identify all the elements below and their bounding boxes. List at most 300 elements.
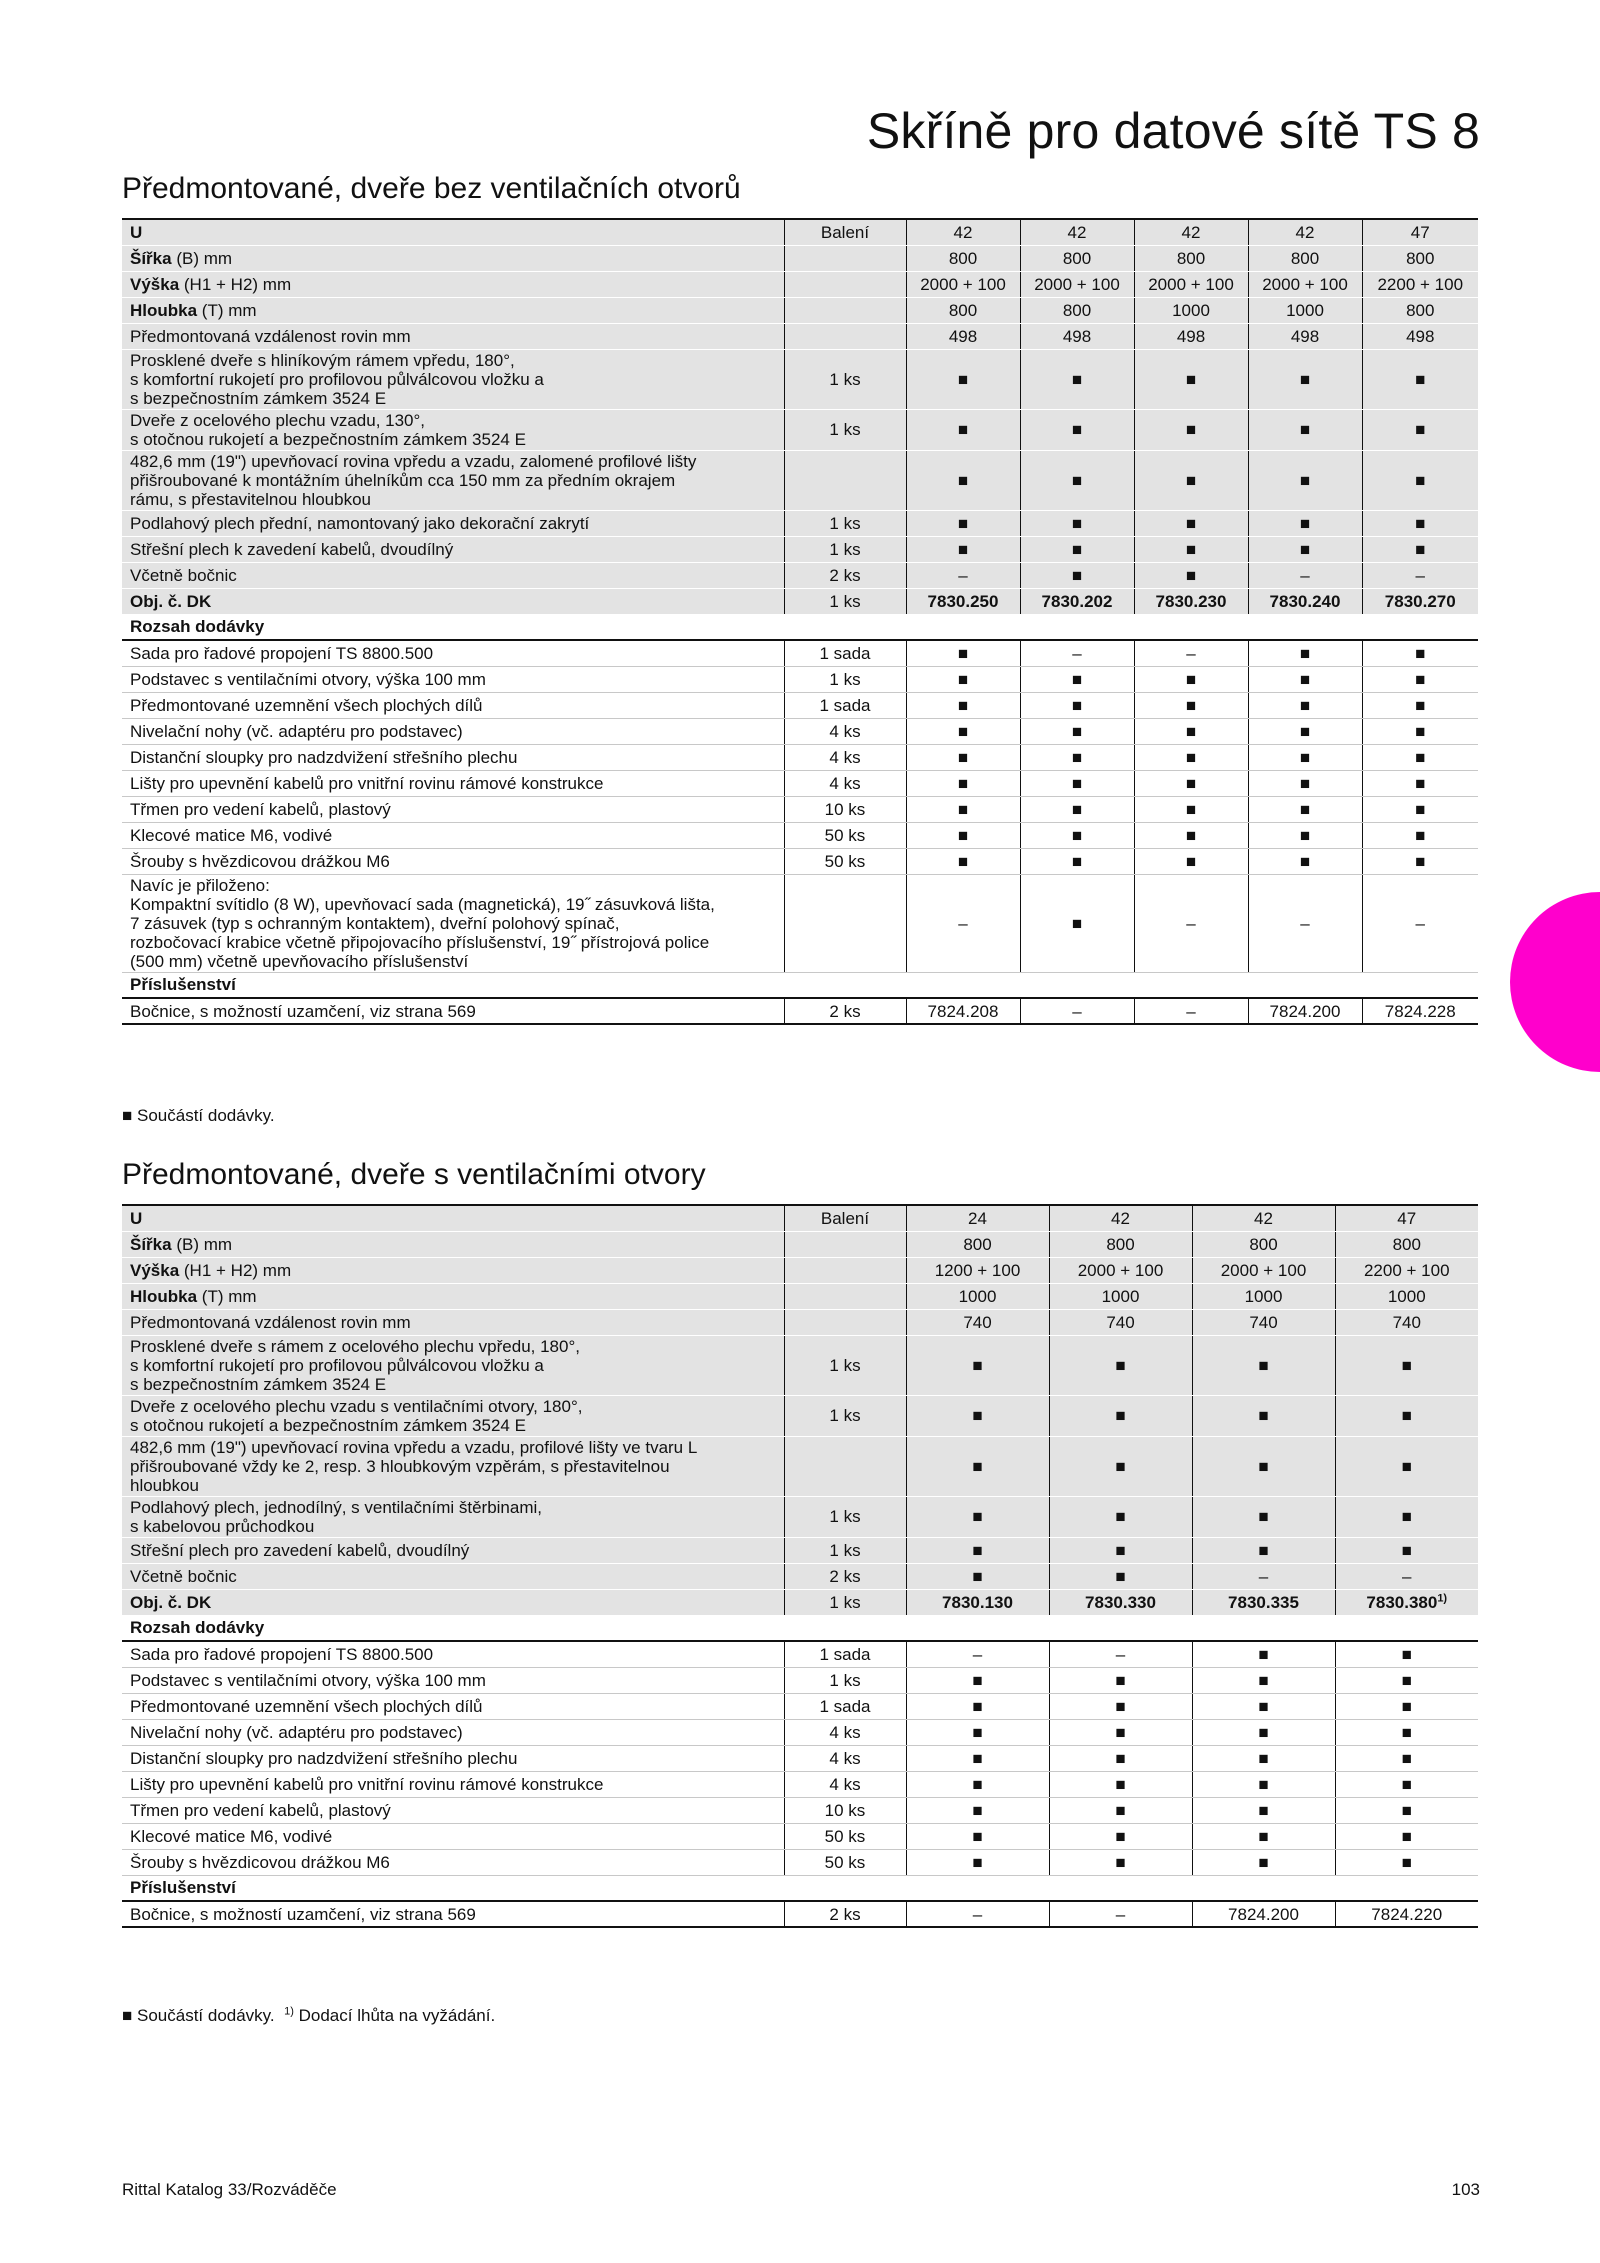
item-label: Distanční sloupky pro nadzdvižení střešního plechu	[122, 1745, 784, 1771]
spec-label: Podlahový plech přední, namontovaný jako dekorační zakrytí	[122, 510, 784, 536]
item-value: ■	[1335, 1693, 1478, 1719]
spec-row	[122, 1395, 1478, 1436]
item-value: ■	[1248, 822, 1362, 848]
spec-label	[122, 1589, 784, 1615]
item-pack: 1 sada	[784, 1641, 906, 1667]
item-value: –	[1049, 1641, 1192, 1667]
spec-value: ■	[906, 1563, 1049, 1589]
item-value: ■	[1020, 822, 1134, 848]
item-value: ■	[1020, 692, 1134, 718]
item-value: ■	[1134, 822, 1248, 848]
item-pack: 1 sada	[784, 692, 906, 718]
item-value: ■	[906, 718, 1020, 744]
item-value: ■	[1049, 1849, 1192, 1875]
spec-value: ■	[1362, 536, 1478, 562]
spec-value: 800	[906, 245, 1020, 271]
scope-row	[122, 796, 1478, 822]
scope-row	[122, 640, 1478, 666]
spec-label: 482,6 mm (19ʺ) upevňovací rovina vpředu a vzadu, zalomené profilové lišty přišroubované k montážním úhelníkům cca 150 mm za předním okrajem rámu, s přestavitelnou hloubkou	[122, 450, 784, 510]
item-value: ■	[1248, 796, 1362, 822]
header-label: U	[122, 1205, 784, 1231]
scope-row	[122, 1745, 1478, 1771]
item-value: ■	[906, 848, 1020, 874]
spec-value: 498	[906, 323, 1020, 349]
spec-value: 2000 + 100	[1192, 1257, 1335, 1283]
item-value: ■	[1134, 744, 1248, 770]
spec-pack	[784, 450, 906, 510]
spec-row	[122, 1589, 1478, 1615]
spec-value: ■	[906, 409, 1020, 450]
spec-value: 7830.335	[1192, 1589, 1335, 1615]
item-value: ■	[1362, 640, 1478, 666]
item-label: Sada pro řadové propojení TS 8800.500	[122, 640, 784, 666]
item-value: –	[1362, 874, 1478, 972]
item-value: ■	[906, 1797, 1049, 1823]
spec-row	[122, 1537, 1478, 1563]
spec-value: ■	[1192, 1537, 1335, 1563]
item-pack: 50 ks	[784, 822, 906, 848]
spec-value: ■	[1134, 562, 1248, 588]
item-value: 7824.200	[1192, 1901, 1335, 1927]
scope-row	[122, 1641, 1478, 1667]
item-value: –	[1020, 640, 1134, 666]
scope-row	[122, 666, 1478, 692]
item-value: ■	[906, 770, 1020, 796]
spec-row	[122, 1563, 1478, 1589]
scope-row	[122, 718, 1478, 744]
item-label: Lišty pro upevnění kabelů pro vnitřní rovinu rámové konstrukce	[122, 1771, 784, 1797]
item-value: ■	[906, 1719, 1049, 1745]
spec-label-bold: Výška	[130, 1260, 180, 1280]
table-header-row	[122, 219, 1478, 245]
spec-value: ■	[906, 1335, 1049, 1395]
spec-value: 498	[1248, 323, 1362, 349]
item-pack: 1 ks	[784, 1667, 906, 1693]
spec-value: ■	[1192, 1436, 1335, 1496]
spec-pack	[784, 1283, 906, 1309]
scope-row	[122, 770, 1478, 796]
spec-value: ■	[1020, 562, 1134, 588]
spec-value: 1000	[1192, 1283, 1335, 1309]
item-value: –	[906, 1641, 1049, 1667]
spec-row	[122, 245, 1478, 271]
item-value: ■	[906, 1745, 1049, 1771]
spec-value: 740	[1335, 1309, 1478, 1335]
spec-pack: 1 ks	[784, 1335, 906, 1395]
scope-row	[122, 1771, 1478, 1797]
item-value: –	[1134, 998, 1248, 1024]
spec-value: ■	[1192, 1395, 1335, 1436]
spec-pack: 1 ks	[784, 409, 906, 450]
item-value: ■	[1049, 1667, 1192, 1693]
item-pack: 10 ks	[784, 796, 906, 822]
spec-value: ■	[1020, 510, 1134, 536]
item-value: ■	[1192, 1667, 1335, 1693]
spec-value: ■	[1134, 450, 1248, 510]
item-pack: 1 sada	[784, 640, 906, 666]
spec-label: Šířka (B) mm	[122, 245, 784, 271]
spec-value: ■	[906, 1537, 1049, 1563]
spec-row	[122, 1309, 1478, 1335]
item-label: Třmen pro vedení kabelů, plastový	[122, 1797, 784, 1823]
item-value: ■	[906, 796, 1020, 822]
item-value: ■	[1335, 1797, 1478, 1823]
item-value: ■	[906, 822, 1020, 848]
spec-label: Dveře z ocelového plechu vzadu s ventilačními otvory, 180°, s otočnou rukojetí a bezpečnostním zámkem 3524 E	[122, 1395, 784, 1436]
spec-label-bold: Výška	[130, 274, 180, 294]
spec-value: ■	[1020, 409, 1134, 450]
accessory-row	[122, 1901, 1478, 1927]
spec-value: 7830.380$^{1)}$	[1335, 1589, 1478, 1615]
spec-label: Šířka (B) mm	[122, 1231, 784, 1257]
scope-heading: Rozsah dodávky	[122, 614, 1478, 640]
item-value: ■	[1248, 718, 1362, 744]
spec-row	[122, 409, 1478, 450]
item-label: Bočnice, s možností uzamčení, viz strana 569	[122, 998, 784, 1024]
spec-pack	[784, 323, 906, 349]
spec-label: Výška (H1 + H2) mm	[122, 1257, 784, 1283]
item-value: ■	[1192, 1745, 1335, 1771]
item-pack: 1 sada	[784, 1693, 906, 1719]
spec-label-bold: Hloubka	[130, 300, 198, 320]
item-pack: 4 ks	[784, 1719, 906, 1745]
spec-value: 2000 + 100	[1020, 271, 1134, 297]
item-value: ■	[1192, 1849, 1335, 1875]
spec-pack	[784, 1257, 906, 1283]
item-value: ■	[1362, 796, 1478, 822]
item-value: ■	[1248, 770, 1362, 796]
spec-value: 2000 + 100	[1248, 271, 1362, 297]
spec-pack: 1 ks	[784, 1537, 906, 1563]
spec-pack: 1 ks	[784, 536, 906, 562]
spec-label: 482,6 mm (19ʺ) upevňovací rovina vpředu a vzadu, profilové lišty ve tvaru L přišroubované vždy ke 2, resp. 3 hloubkovým vzpěrám, s přestavitelnou hloubkou	[122, 1436, 784, 1496]
item-value: ■	[906, 640, 1020, 666]
item-pack: 50 ks	[784, 1823, 906, 1849]
item-value: –	[1020, 998, 1134, 1024]
header-label: U	[122, 219, 784, 245]
spec-value: 800	[1362, 245, 1478, 271]
spec-value: ■	[1248, 349, 1362, 409]
item-value: ■	[1192, 1771, 1335, 1797]
scope-row	[122, 692, 1478, 718]
item-pack: 4 ks	[784, 770, 906, 796]
item-value: ■	[1192, 1693, 1335, 1719]
spec-value: ■	[1020, 536, 1134, 562]
page-title: Skříně pro datové sítě TS 8	[866, 103, 1480, 159]
spec-value-sup: 1)	[1437, 1591, 1448, 1604]
item-value: ■	[1049, 1823, 1192, 1849]
spec-pack: 1 ks	[784, 588, 906, 614]
spec-row	[122, 588, 1478, 614]
spec-value: ■	[1335, 1436, 1478, 1496]
item-pack: 1 ks	[784, 666, 906, 692]
scope-row	[122, 1719, 1478, 1745]
spec-value: ■	[1248, 536, 1362, 562]
spec-value: 498	[1362, 323, 1478, 349]
item-value: ■	[1020, 770, 1134, 796]
spec-label-bold: Šířka	[130, 248, 172, 268]
scope-row	[122, 822, 1478, 848]
spec-label: Včetně bočnic	[122, 562, 784, 588]
spec-value: ■	[1134, 349, 1248, 409]
spec-value: ■	[1248, 409, 1362, 450]
header-value: 42	[906, 219, 1020, 245]
spec-pack: 1 ks	[784, 1395, 906, 1436]
spec-value: ■	[906, 510, 1020, 536]
spec-value: 1000	[1335, 1283, 1478, 1309]
item-value: –	[1134, 640, 1248, 666]
item-value: ■	[1335, 1641, 1478, 1667]
spec-pack	[784, 271, 906, 297]
item-value: ■	[906, 1823, 1049, 1849]
item-label: Předmontované uzemnění všech plochých dílů	[122, 692, 784, 718]
item-value: ■	[1049, 1745, 1192, 1771]
item-value: ■	[1049, 1797, 1192, 1823]
spec-value: ■	[906, 1496, 1049, 1537]
accessory-row	[122, 998, 1478, 1024]
spec-value: 7830.202	[1020, 588, 1134, 614]
spec-pack	[784, 1309, 906, 1335]
item-label: Sada pro řadové propojení TS 8800.500	[122, 1641, 784, 1667]
spec-label: Prosklené dveře s rámem z ocelového plechu vpředu, 180°, s komfortní rukojetí pro profilovou půlválcovou vložku a s bezpečnostním zámkem 3524 E	[122, 1335, 784, 1395]
spec-value: 800	[906, 297, 1020, 323]
item-pack: 2 ks	[784, 998, 906, 1024]
accessories-heading: Příslušenství	[122, 972, 1478, 998]
spec-value: –	[906, 562, 1020, 588]
spec-value: 800	[906, 1231, 1049, 1257]
item-value: ■	[1134, 848, 1248, 874]
item-value: ■	[1335, 1719, 1478, 1745]
spec-value: ■	[1248, 450, 1362, 510]
spec-value: ■	[906, 450, 1020, 510]
item-label: Podstavec s ventilačními otvory, výška 100 mm	[122, 666, 784, 692]
spec-row	[122, 1283, 1478, 1309]
item-value: ■	[1049, 1771, 1192, 1797]
item-label: Lišty pro upevnění kabelů pro vnitřní rovinu rámové konstrukce	[122, 770, 784, 796]
table-doors-without-vents	[122, 218, 1478, 1025]
spec-value: 1000	[1049, 1283, 1192, 1309]
spec-value: ■	[1192, 1496, 1335, 1537]
item-value: ■	[1335, 1745, 1478, 1771]
spec-value: ■	[1134, 510, 1248, 536]
section2-footnote	[122, 2006, 495, 2026]
item-value: ■	[1362, 848, 1478, 874]
spec-pack	[784, 297, 906, 323]
item-value: ■	[1248, 640, 1362, 666]
item-value: ■	[1362, 666, 1478, 692]
item-value: ■	[1020, 796, 1134, 822]
scope-row	[122, 874, 1478, 972]
spec-row	[122, 349, 1478, 409]
item-label: Nivelační nohy (vč. adaptéru pro podstavec)	[122, 1719, 784, 1745]
item-pack: 10 ks	[784, 1797, 906, 1823]
spec-value: ■	[1362, 510, 1478, 536]
spec-value: 800	[1134, 245, 1248, 271]
item-label: Šrouby s hvězdicovou drážkou M6	[122, 1849, 784, 1875]
item-label: Bočnice, s možností uzamčení, viz strana 569	[122, 1901, 784, 1927]
item-pack: 4 ks	[784, 744, 906, 770]
spec-row	[122, 1496, 1478, 1537]
spec-value: 800	[1020, 245, 1134, 271]
spec-value: 800	[1335, 1231, 1478, 1257]
spec-value: –	[1335, 1563, 1478, 1589]
spec-value: ■	[906, 536, 1020, 562]
spec-row	[122, 271, 1478, 297]
item-label: Klecové matice M6, vodivé	[122, 1823, 784, 1849]
item-value: ■	[906, 1849, 1049, 1875]
item-label: Šrouby s hvězdicovou drážkou M6	[122, 848, 784, 874]
scope-row	[122, 1797, 1478, 1823]
spec-value: 800	[1049, 1231, 1192, 1257]
spec-value: 7830.270	[1362, 588, 1478, 614]
spec-label: Střešní plech pro zavedení kabelů, dvoudílný	[122, 1537, 784, 1563]
spec-value: ■	[906, 1395, 1049, 1436]
item-pack: 2 ks	[784, 1901, 906, 1927]
accessories-heading-row	[122, 972, 1478, 998]
spec-pack: 1 ks	[784, 349, 906, 409]
spec-value: 800	[1192, 1231, 1335, 1257]
header-value: 42	[1049, 1205, 1192, 1231]
spec-label: Dveře z ocelového plechu vzadu, 130°, s otočnou rukojetí a bezpečnostním zámkem 3524 E	[122, 409, 784, 450]
item-pack	[784, 874, 906, 972]
item-value: 7824.228	[1362, 998, 1478, 1024]
item-value: ■	[1362, 744, 1478, 770]
item-value: ■	[1134, 666, 1248, 692]
item-value: –	[1248, 874, 1362, 972]
spec-row	[122, 450, 1478, 510]
spec-value: 800	[1020, 297, 1134, 323]
item-value: ■	[1134, 692, 1248, 718]
item-label: Podstavec s ventilačními otvory, výška 100 mm	[122, 1667, 784, 1693]
spec-label: Střešní plech k zavedení kabelů, dvoudílný	[122, 536, 784, 562]
spec-value: 7830.230	[1134, 588, 1248, 614]
spec-value: –	[1362, 562, 1478, 588]
spec-label: Podlahový plech, jednodílný, s ventilačními štěrbinami, s kabelovou průchodkou	[122, 1496, 784, 1537]
spec-value: ■	[1049, 1563, 1192, 1589]
item-value: ■	[1362, 770, 1478, 796]
spec-label-bold: Hloubka	[130, 1286, 198, 1306]
scope-heading-row	[122, 614, 1478, 640]
item-value: ■	[1020, 744, 1134, 770]
spec-pack: 1 ks	[784, 1496, 906, 1537]
spec-label-bold: Obj. č. DK	[130, 1592, 212, 1612]
item-value: –	[1134, 874, 1248, 972]
spec-label-bold: Šířka	[130, 1234, 172, 1254]
spec-row	[122, 1436, 1478, 1496]
spec-value: ■	[1049, 1436, 1192, 1496]
item-value: –	[906, 1901, 1049, 1927]
item-pack: 4 ks	[784, 1745, 906, 1771]
spec-value: 800	[1248, 245, 1362, 271]
item-value: ■	[906, 744, 1020, 770]
spec-pack	[784, 1436, 906, 1496]
item-value: ■	[1248, 692, 1362, 718]
item-value: ■	[906, 1667, 1049, 1693]
item-value: ■	[1362, 718, 1478, 744]
item-value: ■	[1020, 874, 1134, 972]
table-doors-with-vents	[122, 1204, 1478, 1928]
header-value: 47	[1335, 1205, 1478, 1231]
item-value: ■	[1020, 666, 1134, 692]
spec-label: Včetně bočnic	[122, 1563, 784, 1589]
spec-value: 2200 + 100	[1362, 271, 1478, 297]
spec-value: 498	[1134, 323, 1248, 349]
item-value: ■	[1020, 848, 1134, 874]
spec-pack: 2 ks	[784, 1563, 906, 1589]
spec-value: 2000 + 100	[1049, 1257, 1192, 1283]
item-label: Navíc je přiloženo: Kompaktní svítidlo (8 W), upevňovací sada (magnetická), 19˝ zásuvková lišta, 7 zásuvek (typ s ochranným kontaktem), dveřní polohový spínač, rozbočovací krabice včetně připojovacího příslušenství, 19˝ přístrojová police (500 mm) včetně upevňovacího příslušenství	[122, 874, 784, 972]
item-value: ■	[1248, 744, 1362, 770]
item-value: ■	[906, 666, 1020, 692]
item-value: ■	[1192, 1641, 1335, 1667]
item-value: ■	[1134, 796, 1248, 822]
spec-value: ■	[1335, 1395, 1478, 1436]
spec-value: ■	[1049, 1537, 1192, 1563]
spec-label: Výška (H1 + H2) mm	[122, 271, 784, 297]
spec-value: 498	[1020, 323, 1134, 349]
header-value: 42	[1248, 219, 1362, 245]
spec-label	[122, 588, 784, 614]
item-value: ■	[1134, 718, 1248, 744]
scope-row	[122, 1667, 1478, 1693]
spec-value: ■	[906, 1436, 1049, 1496]
spec-value: ■	[1020, 349, 1134, 409]
spec-pack	[784, 1231, 906, 1257]
spec-label: Předmontovaná vzdálenost rovin mm	[122, 1309, 784, 1335]
item-value: ■	[1362, 822, 1478, 848]
spec-label: Předmontovaná vzdálenost rovin mm	[122, 323, 784, 349]
item-value: –	[906, 874, 1020, 972]
section-tab-marker	[1510, 892, 1600, 1072]
item-value: ■	[1049, 1719, 1192, 1745]
spec-value: 2000 + 100	[906, 271, 1020, 297]
spec-label: Prosklené dveře s hliníkovým rámem vpředu, 180°, s komfortní rukojetí pro profilovou půlválcovou vložku a s bezpečnostním zámkem 3524 E	[122, 349, 784, 409]
item-label: Předmontované uzemnění všech plochých dílů	[122, 1693, 784, 1719]
item-label: Distanční sloupky pro nadzdvižení střešního plechu	[122, 744, 784, 770]
item-value: ■	[1049, 1693, 1192, 1719]
spec-value: ■	[906, 349, 1020, 409]
item-value: 7824.220	[1335, 1901, 1478, 1927]
spec-label: Hloubka (T) mm	[122, 1283, 784, 1309]
spec-value: ■	[1362, 409, 1478, 450]
item-pack: 50 ks	[784, 848, 906, 874]
item-label: Klecové matice M6, vodivé	[122, 822, 784, 848]
item-value: ■	[1192, 1797, 1335, 1823]
item-value: ■	[1192, 1719, 1335, 1745]
spec-value: 7830.240	[1248, 588, 1362, 614]
spec-row	[122, 1257, 1478, 1283]
item-value: ■	[1020, 718, 1134, 744]
spec-value: 7830.330	[1049, 1589, 1192, 1615]
header-value: 42	[1134, 219, 1248, 245]
footnote-sup: 1)	[284, 2005, 294, 2018]
section2-title: Předmontované, dveře s ventilačními otvory	[122, 1158, 706, 1191]
spec-value: –	[1248, 562, 1362, 588]
header-pack: Balení	[784, 1205, 906, 1231]
spec-value: ■	[1049, 1496, 1192, 1537]
item-pack: 50 ks	[784, 1849, 906, 1875]
scope-heading: Rozsah dodávky	[122, 1615, 1478, 1641]
scope-row	[122, 1693, 1478, 1719]
spec-value: ■	[1049, 1395, 1192, 1436]
spec-value: 740	[1049, 1309, 1192, 1335]
footnote-main: ■ Součástí dodávky.	[122, 2006, 275, 2025]
spec-value: ■	[1362, 450, 1478, 510]
spec-value: ■	[1192, 1335, 1335, 1395]
spec-row	[122, 536, 1478, 562]
spec-pack: 1 ks	[784, 1589, 906, 1615]
footer-page-number: 103	[1451, 2180, 1480, 2199]
